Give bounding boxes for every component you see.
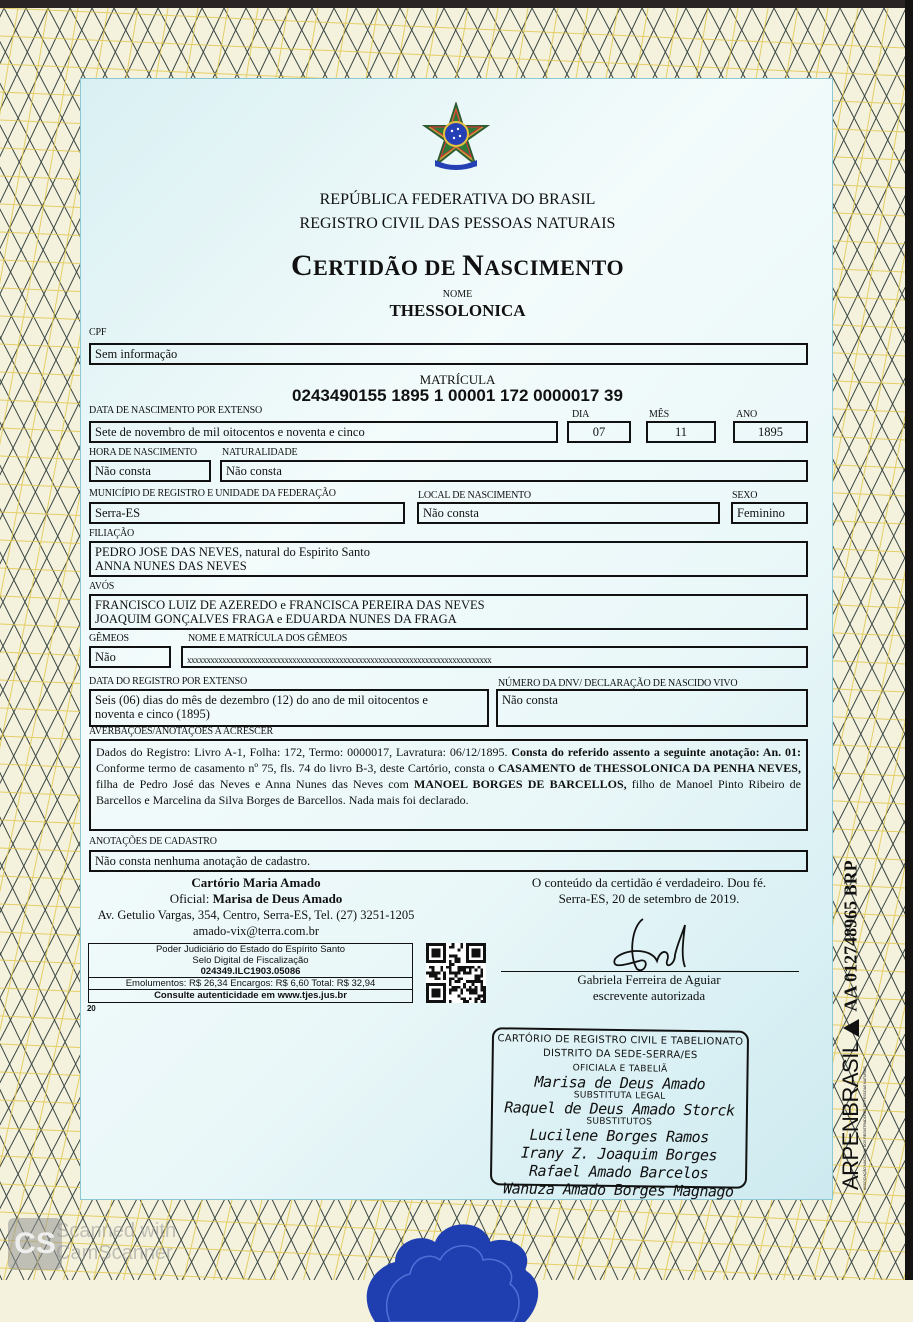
camscanner-logo-icon: CS <box>8 1218 62 1270</box>
oficial-prefix: Oficial: <box>169 891 213 906</box>
registro-label: DATA DO REGISTRO POR EXTENSO <box>89 676 248 687</box>
birth-time-field: Não consta <box>89 460 211 482</box>
averbacoes-label: AVERBAÇÕES/ANOTAÇÕES A ACRESCER <box>89 726 273 737</box>
document-title <box>81 249 834 283</box>
birth-date-field: Sete de novembro de mil oitocentos e noventa e cinco <box>89 421 558 443</box>
averbacoes-p7: filho de Manoel Pinto Ribeiro de Barcellos e Marcelina da Silva Borges de Barcellos. <box>96 777 801 807</box>
registro-field <box>89 689 489 727</box>
municipio-field: Serra-ES <box>89 502 405 524</box>
page-number: 20 <box>87 1004 96 1013</box>
blue-embossed-seal <box>335 1212 560 1322</box>
day-field: 07 <box>567 421 631 443</box>
selo-fees: Emolumentos: R$ 26,34 Encargos: R$ 6,60 Total: R$ 32,94 <box>89 977 412 989</box>
birth-time-label: HORA DE NASCIMENTO <box>89 447 197 458</box>
header-country: REPÚBLICA FEDERATIVA DO BRASIL <box>319 191 596 208</box>
stamp-line1: CARTÓRIO DE REGISTRO CIVIL E TABELIONATO <box>497 1033 744 1048</box>
stamp-line3: OFICIALA E TABELIÃ <box>572 1063 668 1075</box>
municipio-label: MUNICÍPIO DE REGISTRO E UNIDADE DA FEDERAÇÃO <box>89 488 336 499</box>
selo-code: 024349.ILC1903.05086 <box>200 966 301 977</box>
stamp-line2: DISTRITO DA SEDE-SERRA/ES <box>542 1047 698 1062</box>
stamp-line4: SUBSTITUTA LEGAL <box>573 1090 666 1102</box>
stamp-name2: Raquel de Deus Amado Storck <box>504 1098 735 1120</box>
avos-label: AVÓS <box>89 581 115 592</box>
local-field: Não consta <box>417 502 720 524</box>
selo-line2: Selo Digital de Fiscalização <box>192 955 309 966</box>
selo-line1: Poder Judiciário do Estado do Espírito Santo <box>155 944 346 955</box>
header-registry: REGISTRO CIVIL DAS PESSOAS NATURAIS <box>299 215 616 232</box>
signer-name: Gabriela Ferreira de Aguiar <box>577 972 721 987</box>
qr-code-icon[interactable] <box>426 943 486 1003</box>
day-label: DIA <box>572 409 590 420</box>
arpenbrasil-brand: ARPENBRASIL <box>838 1041 863 1190</box>
stamp-name4: Irany Z. Joaquim Borges <box>520 1143 718 1165</box>
selo-consult: Consulte autenticidade em www.tjes.jus.br <box>89 989 412 1001</box>
sexo-label: SEXO <box>732 490 758 501</box>
stamp-name6: Wanuza Amado Borges Magnago <box>503 1179 734 1201</box>
averbacoes-p2: Consta do referido assento a seguinte anotação: An. 01: <box>511 745 801 759</box>
month-field: 11 <box>646 421 716 443</box>
serial-prefix <box>841 860 861 1011</box>
certificate-panel <box>80 78 833 1200</box>
filiacao-label: FILIAÇÃO <box>89 528 135 539</box>
avos-paternal: FRANCISCO LUIZ DE AZEREDO e FRANCISCA PEREIRA DAS NEVES <box>95 598 485 612</box>
scanner-edge-top <box>0 0 913 8</box>
camscanner-line2: CamScanner <box>56 1242 173 1264</box>
avos-field <box>89 594 808 630</box>
name-label: NOME <box>442 289 473 300</box>
oficial-name: Marisa de Deus Amado <box>212 891 343 906</box>
scanner-edge-right <box>905 0 913 1280</box>
certification-place-date: Serra-ES, 20 de setembro de 2019. <box>558 891 740 906</box>
month-label: MÊS <box>649 409 669 420</box>
serial-number: AA 012748965 BRP <box>840 860 861 1012</box>
registro-line2: noventa e cinco (1895) <box>95 707 210 721</box>
averbacoes-p1: Dados do Registro: Livro A-1, Folha: 172, Termo: 0000017, Lavratura: 06/12/1895. <box>96 745 512 759</box>
dnv-field: Não consta <box>496 689 808 727</box>
averbacoes-p6: MANOEL BORGES DE BARCELLOS, <box>414 777 627 791</box>
naturalidade-label: NATURALIDADE <box>222 447 298 458</box>
gemeos-field: Não <box>89 646 171 668</box>
stamp-name3: Lucilene Borges Ramos <box>529 1125 709 1147</box>
filiacao-mother: ANNA NUNES DAS NEVES <box>95 559 247 573</box>
arpenbrasil-subtitle: ASSOCIAÇÃO NACIONAL DOS REGISTRADORES DE PESSOAS NATURAIS <box>863 1066 867 1190</box>
cpf-label: CPF <box>89 327 107 338</box>
cartorio-block <box>91 875 421 939</box>
stamp-line5: SUBSTITUTOS <box>586 1116 653 1128</box>
sexo-field: Feminino <box>731 502 808 524</box>
digital-seal-box <box>88 943 413 1003</box>
stamp-name1: Marisa de Deus Amado <box>534 1072 706 1094</box>
gemeos-nome-label: NOME E MATRÍCULA DOS GÊMEOS <box>188 633 348 644</box>
title-initial-n: N <box>462 249 485 282</box>
cpf-field: Sem informação <box>89 343 808 365</box>
filiacao-father: PEDRO JOSE DAS NEVES, natural do Espirito Santo <box>95 545 370 559</box>
camscanner-text <box>56 1220 176 1264</box>
naturalidade-field: Não consta <box>220 460 808 482</box>
averbacoes-p8: Nada mais foi declarado. <box>345 793 469 807</box>
security-strip <box>838 860 867 1190</box>
matricula-value: 0243490155 1895 1 00001 172 0000017 39 <box>292 386 623 405</box>
name-value: THESSOLONICA <box>389 301 526 320</box>
averbacoes-field <box>89 739 808 831</box>
registro-line1: Seis (06) dias do mês de dezembro (12) do ano de mil oitocentos e <box>95 693 428 707</box>
camscanner-line1: Scanned with <box>56 1220 177 1242</box>
title-initial-c: C <box>290 249 314 282</box>
averbacoes-p3: Conforme termo de casamento nº 75, fls. 74 do livro B-3, deste Cartório, consta o <box>96 761 498 775</box>
arpenbrasil-logo-icon <box>843 1019 859 1037</box>
cartorio-address: Av. Getulio Vargas, 354, Centro, Serra-ES, Tel. (27) 3251-1205 <box>97 908 415 922</box>
cadastro-label: ANOTAÇÕES DE CADASTRO <box>89 836 217 847</box>
averbacoes-p4: CASAMENTO de THESSOLONICA DA PENHA NEVES, <box>497 761 801 775</box>
local-label: LOCAL DE NASCIMENTO <box>418 490 531 501</box>
certification-statement: O conteúdo da certidão é verdadeiro. Dou fé. <box>531 875 767 890</box>
averbacoes-p5: filha de Pedro José das Neves e Anna Nunes das Neves com <box>96 777 415 791</box>
stamp-name5: Rafael Amado Barcelos <box>528 1161 709 1183</box>
notary-stamp <box>490 1027 749 1201</box>
signature <box>601 917 711 977</box>
brazil-coat-of-arms-icon <box>421 102 491 172</box>
year-field: 1895 <box>733 421 808 443</box>
cartorio-oficial <box>91 891 421 907</box>
title-rest-1: ERTIDÃO DE <box>313 255 463 280</box>
birth-date-label: DATA DE NASCIMENTO POR EXTENSO <box>89 405 263 416</box>
gemeos-nome-field: xxxxxxxxxxxxxxxxxxxxxxxxxxxxxxxxxxxxxxxxxxxxxxxxxxxxxxxxxxxxxxxxxxxxxxxxxxxxxx <box>181 646 808 668</box>
filiacao-field <box>89 541 808 577</box>
cartorio-name: Cartório Maria Amado <box>191 875 321 890</box>
avos-maternal: JOAQUIM GONÇALVES FRAGA e EDUARDA NUNES DA FRAGA <box>95 612 457 626</box>
title-rest-2: ASCIMENTO <box>484 255 625 280</box>
matricula-label: MATRÍCULA <box>419 372 496 387</box>
gemeos-label: GÊMEOS <box>89 633 129 644</box>
cadastro-field: Não consta nenhuma anotação de cadastro. <box>89 850 808 872</box>
cartorio-email: amado-vix@terra.com.br <box>192 924 320 938</box>
year-label: ANO <box>736 409 758 420</box>
signer-role: escrevente autorizada <box>592 988 706 1003</box>
certification-block <box>499 875 799 907</box>
signer-block <box>499 972 799 1004</box>
dnv-label: NÚMERO DA DNV/ DECLARAÇÃO DE NASCIDO VIVO <box>498 678 738 689</box>
